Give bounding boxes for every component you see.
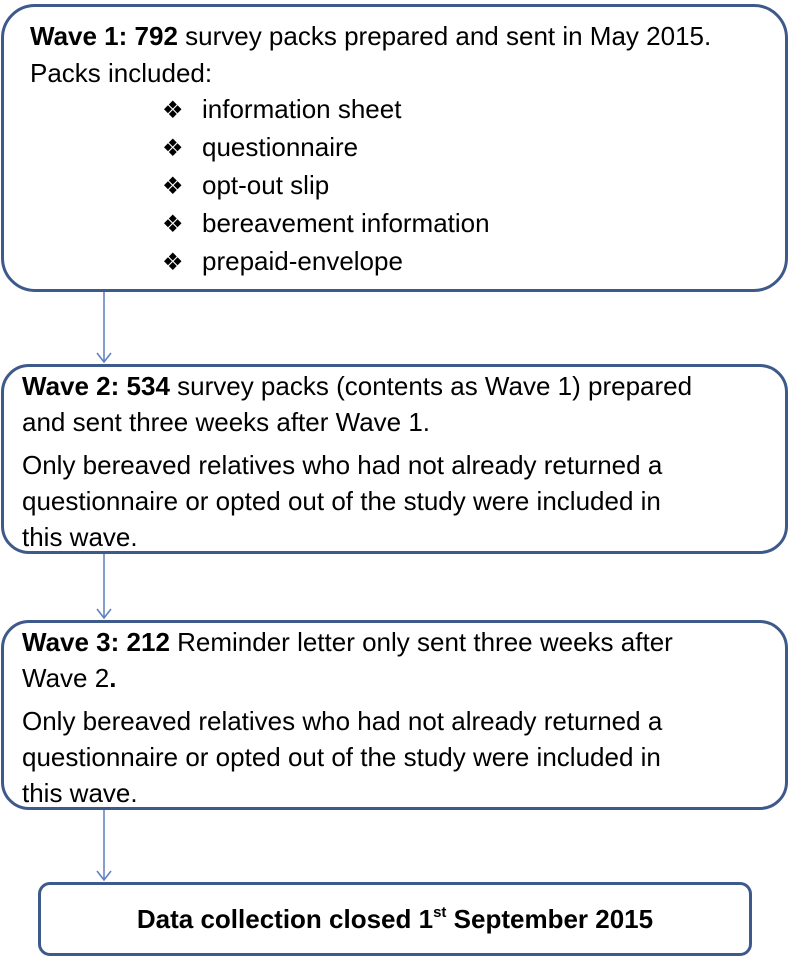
wave-1-label: Wave 1: 792 (30, 21, 178, 51)
wave-3-line-4: questionnaire or opted out of the study were included in (22, 742, 661, 772)
wave-2-line-4: questionnaire or opted out of the study were included in (22, 486, 661, 516)
down-arrow-icon (94, 554, 114, 620)
list-item (162, 167, 490, 205)
wave-2-heading (22, 368, 692, 405)
wave-3-line-3: Only bereaved relatives who had not already returned a (22, 706, 663, 736)
list-item (162, 205, 490, 243)
diamond-bullet-icon: ❖ (162, 135, 184, 162)
wave-3-line-2-text: Wave 2 (22, 663, 110, 693)
ordinal-suffix: st (433, 904, 447, 921)
wave-3-line-5: this wave. (22, 778, 138, 808)
down-arrow-icon (94, 810, 114, 882)
list-item-label: bereavement information (202, 208, 490, 238)
list-item (162, 91, 490, 129)
list-item (162, 243, 490, 281)
closed-text-end: September 2015 (446, 904, 654, 934)
wave-2-line-5: this wave. (22, 522, 138, 552)
list-item-label: opt-out slip (202, 170, 330, 200)
wave-3-line-2-period: . (109, 663, 117, 693)
diamond-bullet-icon: ❖ (162, 249, 184, 276)
wave-1-heading (30, 18, 711, 55)
closed-text-start: Data collection closed 1 (136, 904, 434, 934)
list-item-label: questionnaire (202, 132, 359, 162)
list-item-label: prepaid-envelope (202, 246, 403, 276)
wave-3-heading (22, 624, 673, 661)
packs-included-label: Packs included: (30, 58, 213, 88)
list-item-label: information sheet (202, 94, 402, 124)
diamond-bullet-icon: ❖ (162, 97, 184, 124)
diamond-bullet-icon: ❖ (162, 211, 184, 238)
wave-3-label: Wave 3: 212 (22, 627, 170, 657)
wave-1-description: survey packs prepared and sent in May 2015. (177, 21, 712, 51)
list-item (162, 129, 490, 167)
wave-3-line-2 (22, 660, 116, 697)
wave-2-line-3: Only bereaved relatives who had not already returned a (22, 450, 663, 480)
down-arrow-icon (94, 292, 114, 364)
pack-contents-list (162, 91, 490, 281)
wave-3-description: Reminder letter only sent three weeks after (169, 627, 673, 657)
wave-2-label: Wave 2: 534 (22, 371, 170, 401)
diamond-bullet-icon: ❖ (162, 173, 184, 200)
data-collection-closed-text (38, 882, 752, 956)
wave-2-description: survey packs (contents as Wave 1) prepared (169, 371, 693, 401)
wave-2-line-2: and sent three weeks after Wave 1. (22, 407, 431, 437)
